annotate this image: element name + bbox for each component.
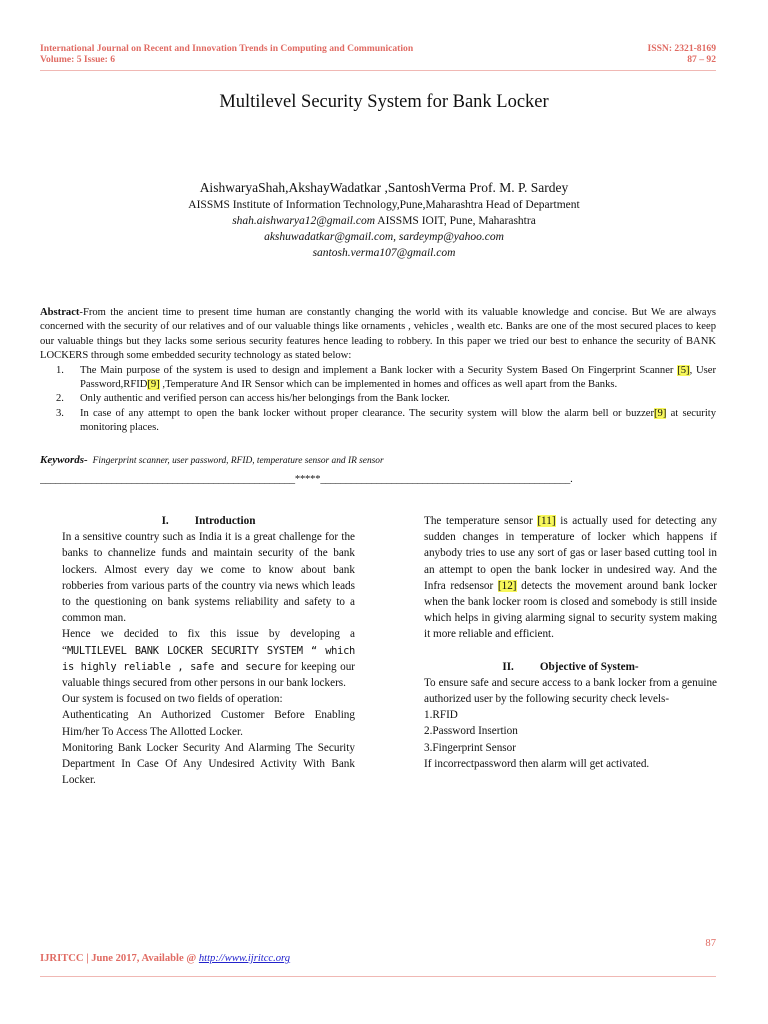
citation-ref[interactable]: [11] <box>537 515 556 527</box>
email-line-3 <box>0 247 768 259</box>
journal-volume: Volume: 5 Issue: 6 <box>40 54 116 65</box>
list-item: 3.Fingerprint Sensor <box>424 741 516 754</box>
abstract-text: -From the ancient time to present time human are constantly changing the world with its valuable knowledge and concise. But We are always concerned with the security of our relatives and of our valuable things like ornaments , vehicles , wealth etc. Banks are one of the most secured places to keep our valuable things but they lacks some serious security features hence leading to robbery. In this paper we tried our best to enhance the security of BANK LOCKERS through some embedded security technology as stated below: <box>40 307 716 362</box>
keywords <box>40 454 384 466</box>
paragraph-text: Hence we decided to fix this issue by developing a “ <box>62 628 355 657</box>
list-item: 1.RFID <box>424 709 458 722</box>
section-heading-introduction <box>62 513 355 529</box>
citation-ref[interactable]: [9] <box>654 407 667 419</box>
list-text: The Main purpose of the system is used to design and implement a Bank locker with a Security System Based On Fingerprint Scanner <box>80 364 678 376</box>
citation-ref[interactable]: [12] <box>497 579 517 592</box>
email-line-2 <box>0 231 768 243</box>
footer-divider <box>40 976 716 977</box>
email-link[interactable]: shah.aishwarya12@gmail.com <box>232 215 376 227</box>
paragraph: Our system is focused on two fields of operation: <box>62 693 283 706</box>
paragraph <box>62 626 355 691</box>
abstract <box>40 306 716 436</box>
paragraph-text: detects the movement around bank locker when the bank locker room is closed and somebody is still inside which helps in giving alarming signal to security system making it more reliable and efficient. <box>424 579 718 641</box>
affiliation-line: AISSMS Institute of Information Technology,Pune,Maharashtra Head of Department <box>188 199 580 211</box>
paragraph-text: for keeping our valuable things secured from other persons in our bank lockers. <box>62 660 356 690</box>
section-number: I. <box>161 515 169 527</box>
left-column <box>62 513 355 788</box>
list-text: , User Password,RFID <box>80 364 716 391</box>
email-affiliation-line <box>0 215 768 227</box>
list-text: ,Temperature And IR Sensor which can be implemented in homes and offices as well apart from the Banks. <box>159 379 618 391</box>
keywords-label: Keywords- <box>40 454 88 466</box>
abstract-label: Abstract <box>40 307 80 318</box>
paragraph: To ensure safe and secure access to a bank locker from a genuine authorized user by the following security check levels- <box>424 676 717 706</box>
page-number: 87 <box>705 938 716 949</box>
paragraph: Authenticating An Authorized Customer Before Enabling Him/her To Access The Allotted Locker. <box>62 709 355 738</box>
section-separator: __________________________________________________*****_________________________________________________. <box>40 474 573 485</box>
list-text: In case of any attempt to open the bank locker without proper clearance. The security system will blow the alarm bell or buzzer <box>80 407 655 419</box>
paragraph-text: The temperature sensor <box>424 515 538 527</box>
journal-name: International Journal on Recent and Innovation Trends in Computing and Communication <box>40 43 414 54</box>
list-text: at security monitoring places. <box>80 407 716 434</box>
header-divider <box>40 70 716 71</box>
list-number: 3. <box>56 407 64 419</box>
section-number: II. <box>502 660 514 673</box>
paragraph: In a sensitive country such as India it is a great challenge for the banks to channelize funds and maintain security of the bank lockers. Almost every day we come to know about bank robberies from various parts of the country via news which leads to the questioning on bank systems reliability and safety to a common man. <box>62 531 355 625</box>
paragraph <box>424 513 717 643</box>
section-title: Introduction <box>194 515 256 527</box>
list-number: 2. <box>56 393 64 405</box>
section-heading-objective <box>424 659 717 675</box>
right-column <box>424 513 717 772</box>
paragraph-text: is actually used for detecting any sudden changes in temperature of locker which happens if anybody tries to use any sort of gas or laser based cutting tool in an attempt to open the bank locker in undesired way. And the Infra redsensor <box>424 515 717 592</box>
list-item <box>40 407 716 436</box>
paragraph: Monitoring Bank Locker Security And Alarming The Security Department In Case Of Any Undesired Activity With Bank Locker. <box>62 741 355 787</box>
paper-authors: AishwaryaShah,AkshayWadatkar ,SantoshVerma Prof. M. P. Sardey <box>199 180 569 195</box>
section-title: Objective of System- <box>539 660 639 673</box>
journal-issn: ISSN: 2321-8169 <box>647 43 716 54</box>
list-number: 1. <box>56 364 64 376</box>
paragraph-monospace-text: MULTILEVEL BANK LOCKER SECURITY SYSTEM “ which is highly reliable , safe and secure <box>62 644 355 673</box>
list-item <box>40 392 716 406</box>
affiliation-line-2: AISSMS IOIT, Pune, Maharashtra <box>377 215 536 227</box>
footer <box>40 953 290 964</box>
list-text: Only authentic and verified person can access his/her belongings from the Bank locker. <box>80 393 450 405</box>
paper-title: Multilevel Security System for Bank Locker <box>219 92 549 112</box>
email-link[interactable]: akshuwadatkar@gmail.com, sardeymp@yahoo.com <box>264 231 504 243</box>
citation-ref[interactable]: [9] <box>147 379 160 391</box>
email-link[interactable]: santosh.verma107@gmail.com <box>312 247 456 259</box>
journal-website-link[interactable]: http://www.ijritcc.org <box>198 953 291 964</box>
abstract-list <box>40 364 716 436</box>
paragraph: If incorrectpassword then alarm will get activated. <box>424 757 650 770</box>
citation-ref[interactable]: [5] <box>677 364 690 376</box>
keywords-text: Fingerprint scanner, user password, RFID, temperature sensor and IR sensor <box>92 456 384 466</box>
journal-pages: 87 – 92 <box>687 54 716 65</box>
list-item <box>40 364 716 393</box>
list-item: 2.Password Insertion <box>424 725 518 738</box>
footer-text: IJRITCC | June 2017, Available @ <box>40 953 199 964</box>
